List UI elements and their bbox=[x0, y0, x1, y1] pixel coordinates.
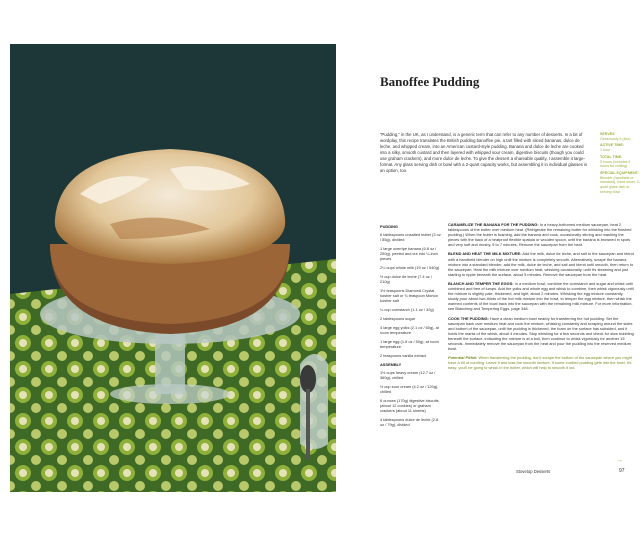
step-heading: CARAMELIZE THE BANANA FOR THE PUDDING: bbox=[448, 222, 539, 227]
ingredient-item: 1 large egg (1.8 oz / 50g), at room temperature bbox=[380, 339, 439, 349]
ingredient-item: 2 teaspoons vanilla extract bbox=[380, 353, 427, 358]
ingredient-item: 2¼ cups whole milk (19 oz / 540g) bbox=[380, 265, 440, 270]
method-steps bbox=[448, 222, 634, 370]
ingredient-item: ½ cup sour cream (4.2 oz / 120g), chilled bbox=[380, 384, 439, 394]
pitfall-tip bbox=[448, 355, 634, 370]
step-heading: BLANCH AND TEMPER THE EGGS: bbox=[448, 280, 514, 286]
recipe-intro: “Pudding,” in the UK, as I understand, is a generic term that can refer to any number of desserts. In a bit of wordplay, this recipe translates the British pudding banoffee pie, a tart filled with sliced bananas, dulce de leche, and whipped cream, into an American custard-style pudding. Banana and dulce de leche are cooked into a silky, smooth custard and then layered with whipped sour cream, digestive biscuits (though you could use graham crackers), and more dulce de leche. To give the dessert a shareable quality, I assemble it large-format. Any glass serving dish or bowl with a 2-quart capacity works, but assembling it in individual glasses is an option, too. bbox=[380, 132, 588, 173]
ingredient-item: 1 large overripe banana (6.8 oz / 250g), peeled and cut into ¼-inch pieces bbox=[380, 246, 438, 261]
step-text: In a medium bowl, combine the cornstarch and sugar and whisk until combined and free of lumps. Add the yolks and whole egg and whisk to combine, then whisk vigorously until the mixture is slightly pale, thickened, and light, about 2 minutes. Whisking the egg mixture constantly, slowly pour about two-thirds of the hot milk mixture into the bowl, to temper the egg mixture, then whisk the warmed contents of the bowl back into the saucepan with the remaining milk mixture. For more information, see Blanching and Tempering Eggs, page 348. bbox=[448, 280, 634, 312]
step-heading: COOK THE PUDDING: bbox=[448, 315, 489, 321]
step-paragraph bbox=[448, 251, 634, 276]
meta-active-time: ACTIVE TIME: 1 hour bbox=[600, 143, 624, 153]
step-paragraph bbox=[448, 222, 634, 247]
step-text: Add the milk, dulce de leche, and salt to the saucepan and blend with a handheld blender on high until the mixture is completely smooth. Alternatively, scrape the banana mixture into a standard blender, add the milk, dulce de leche, and salt and blend until smooth, then return to the saucepan. Heat the milk mixture over medium heat, whisking occasionally, until it's steaming and just starting to ripple beneath the surface, about 5 minutes. Remove the saucepan from the heat. bbox=[448, 251, 634, 277]
next-arrow-icon: → bbox=[616, 457, 623, 464]
ingredients-heading-pudding: PUDDING bbox=[380, 224, 398, 229]
ingredient-item: 2 tablespoons sugar bbox=[380, 316, 416, 321]
tip-text: When transferring the pudding, don't scrape the bottom of the saucepan where you might have a bit of curdling. Leave it and toss the smooth mixture. If some curdled pudding gets into the bowl, it's easy: you'll be going to whisk in the butter, which will help to smooth it out. bbox=[448, 355, 632, 371]
section-footer: Stovetop Desserts bbox=[516, 469, 551, 474]
step-paragraph bbox=[448, 316, 634, 352]
step-text: In a heavy-bottomed medium saucepan, heat 2 tablespoons of the butter over medium heat. (Refrigerate the remaining butter for whisking into the finished pudding.) When the butter is foaming, add the banana and cook, occasionally stirring and mashing the pieces with the back of a heatproof flexible spatula or wooden spoon, until the banana is browned in spots and very soft and mushy, 5 to 7 minutes. Remove the saucepan from the heat. bbox=[448, 222, 632, 248]
meta-total-time: TOTAL TIME: 5 hours (includes 4 hours for chilling) bbox=[600, 154, 631, 169]
page-number: 97 bbox=[619, 468, 625, 474]
step-text: Have a clean medium bowl nearby for transferring the hot pudding. Set the saucepan back over medium heat and cook the mixture, whisking constantly and scraping around the sides and bottom of the saucepan, until the pudding is thickened, the foam on the surface has subsided, and it holds the marks of the whisk, about 4 minutes. Stop whisking for a few seconds and check for slow bubbling beneath the surface, indicating the mixture is at a boil, then continue to whisk vigorously for another 15 seconds. Immediately remove the saucepan from the heat and pour the pudding into the reserved medium bowl. bbox=[448, 315, 634, 352]
ingredient-item: 6 ounces (170g) digestive biscuits (about 12 cookies) or graham crackers (about 11 sheets) bbox=[380, 398, 439, 413]
ingredient-item: 4 large egg yolks (2.1 oz / 60g), at room temperature bbox=[380, 325, 439, 335]
recipe-page bbox=[336, 44, 640, 492]
ingredient-item: 6 tablespoons unsalted butter (3 oz / 85g), divided bbox=[380, 232, 441, 242]
meta-serves: SERVES Generously 6 (8oz) bbox=[600, 132, 631, 141]
ingredient-item: 4 tablespoons dulce de leche (2.8 oz / 79g), divided bbox=[380, 417, 439, 427]
ingredient-item: 1½ teaspoons Diamond Crystal kosher salt or ¾ teaspoon Morton kosher salt bbox=[380, 288, 438, 303]
ingredient-item: ½ cup dulce de leche (7.4 oz / 210g) bbox=[380, 274, 432, 284]
ingredients-list bbox=[380, 222, 442, 431]
ingredients-heading-assembly: ASSEMBLY bbox=[380, 362, 402, 367]
recipe-title: Banoffee Pudding bbox=[380, 74, 480, 89]
ingredient-item: 1½ cups heavy cream (12.7 oz / 360g), chilled bbox=[380, 370, 436, 380]
ingredient-item: ¼ cup cornstarch (1.1 oz / 32g) bbox=[380, 307, 434, 312]
recipe-meta bbox=[600, 132, 640, 196]
tip-heading: Potential Pitfall: bbox=[448, 355, 478, 361]
meta-equipment: SPECIAL EQUIPMENT: Blender (handheld or standard), hand mixer, 2-quart glass dish or serving bowl bbox=[600, 170, 640, 194]
step-paragraph bbox=[448, 281, 634, 312]
dessert-photo bbox=[10, 44, 336, 492]
step-heading: BLEND AND HEAT THE MILK MIXTURE: bbox=[448, 251, 522, 257]
